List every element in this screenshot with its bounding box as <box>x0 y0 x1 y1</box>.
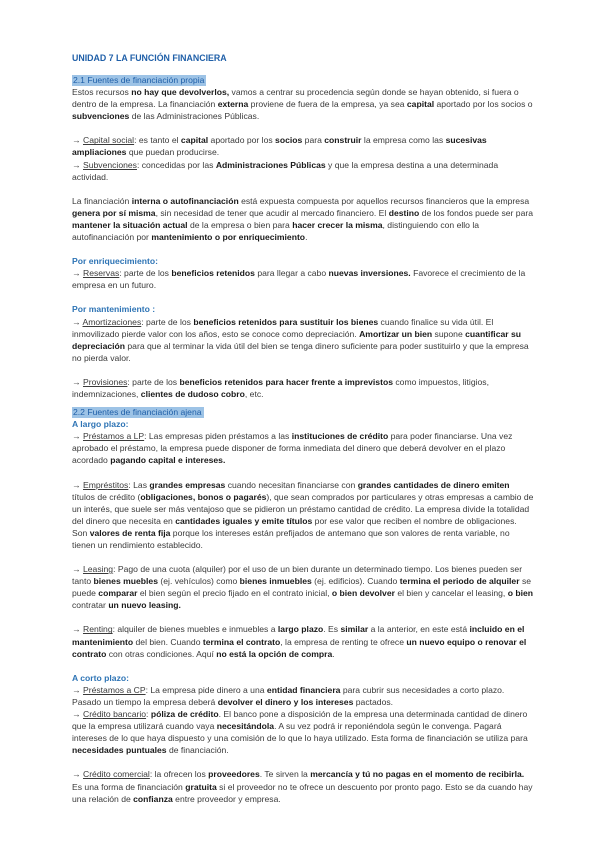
text-run: , distinguiendo con ello la autofinanciación por <box>72 219 480 243</box>
text-run: → <box>72 479 83 490</box>
list-item-credito-bancario <box>72 708 534 756</box>
paragraph <box>72 195 534 243</box>
text-run: : concedidas por las <box>136 159 216 170</box>
bold-text: valores de renta fija <box>89 527 171 538</box>
bold-text: gratuita <box>185 781 217 792</box>
text-run: → <box>72 769 83 780</box>
document-title: UNIDAD 7 LA FUNCIÓN FINANCIERA <box>72 53 227 63</box>
underlined-term: Crédito bancario <box>82 709 147 720</box>
text-run: entre proveedor y empresa. <box>172 793 281 804</box>
text-run: para poder financiarse. Una vez aprobado el préstamo, la empresa puede disponer de forma inmediata del dinero que deberá devolver en el plazo acordado <box>72 431 513 466</box>
text-run: : es tanto el <box>134 135 181 146</box>
bold-text: beneficios retenidos para sustituir los bienes <box>193 316 379 327</box>
text-run: supone <box>432 328 466 339</box>
bold-text: comparar <box>98 588 138 599</box>
list-item-amortizaciones <box>72 316 534 364</box>
text-run: para llegar a cabo <box>254 268 329 279</box>
underlined-term: Subvenciones <box>82 159 137 170</box>
text-run: : Las empresas piden préstamos a las <box>144 431 292 442</box>
text-run: Es una forma de financiación <box>72 781 186 792</box>
bold-text: necesitándola <box>216 721 275 732</box>
bold-text: confianza <box>133 793 173 804</box>
subheading-corto-plazo: A corto plazo: <box>72 672 129 683</box>
text-run: para <box>302 135 325 146</box>
bold-text: beneficios retenidos <box>171 268 255 279</box>
text-run: . A su vez podrá ir reponiéndola según le convenga. Pagará intereses de lo que haya dispuesto y una comisión de lo que lo haya utilizado. Esta forma de financiación se utiliza para <box>72 721 528 744</box>
text-run: . Te sirven la <box>259 769 311 780</box>
text-run: (ej. vehículos) como <box>158 576 240 587</box>
text-run: . <box>305 232 308 243</box>
list-item-leasing <box>72 563 534 611</box>
text-run: : parte de los <box>127 376 180 387</box>
bold-text: sucesivas ampliaciones <box>72 135 487 158</box>
bold-text: mercancía y tú no pagas en el momento de recibirla. <box>310 769 525 780</box>
bold-text: o bien devolver <box>331 588 395 599</box>
bold-text: proveedores <box>208 769 260 780</box>
bold-text: obligaciones, bonos o pagarés <box>140 491 267 502</box>
underlined-term: Préstamos a CP <box>82 684 146 695</box>
underlined-term: Provisiones <box>82 376 128 387</box>
bold-text: Administraciones Públicas <box>215 159 326 170</box>
text-run: contratar <box>72 600 109 611</box>
bold-text: mantenimiento o por enriquecimiento <box>151 232 306 243</box>
bold-text: póliza de crédito <box>150 709 219 720</box>
bold-text: subvenciones <box>72 111 130 122</box>
underlined-term: Amortizaciones <box>82 316 142 327</box>
underlined-term: Reservas <box>82 268 120 279</box>
list-item-provisiones <box>72 376 534 400</box>
text-run: . <box>332 648 335 659</box>
underlined-term: Renting <box>82 624 113 635</box>
text-run: : parte de los <box>141 316 194 327</box>
text-run: está expuesta compuesta por aquellos recursos financieros que la empresa <box>238 195 530 206</box>
section-fuentes-propia <box>72 74 534 400</box>
text-run: pactados. <box>353 696 394 707</box>
text-run: → <box>72 624 83 635</box>
bold-text: clientes de dudoso cobro <box>140 388 245 399</box>
text-run: de las Administraciones Públicas. <box>129 111 260 122</box>
text-run: vamos a centrar su procedencia según donde se hayan obtenido, si fuera o dentro de la empresa. La financiación <box>72 87 519 110</box>
text-run: . Es <box>323 624 341 635</box>
text-run: , sin necesidad de tener que acudir al mercado financiero. El <box>155 207 389 218</box>
text-run: y que la empresa destina a una determinada actividad. <box>72 159 499 182</box>
bold-text: instituciones de crédito <box>291 431 389 442</box>
text-run: → <box>72 564 83 575</box>
bold-text: cantidades iguales y emite títulos <box>175 515 313 526</box>
list-item-prestamos-cp <box>72 684 534 708</box>
bold-text: bienes muebles <box>93 576 158 587</box>
underlined-term: Crédito comercial <box>82 769 150 780</box>
text-run: del bien. Cuando <box>133 636 203 647</box>
list-item-emprestitos <box>72 479 534 552</box>
bold-text: grandes empresas <box>149 479 226 490</box>
bold-text: devolver el dinero y los intereses <box>217 696 354 707</box>
text-run: el bien según el precio fijado en el contrato inicial, <box>137 588 332 599</box>
text-run: → <box>72 376 83 387</box>
text-run: → <box>72 135 83 146</box>
text-run: (ej. edificios). Cuando <box>311 576 400 587</box>
text-run: de financiación. <box>166 745 229 756</box>
text-run: ), que sean comprados por particulares y otras empresas a cambio de un interés, que suele ser más ventajoso que se pidieron un préstamo cantidad de crédito. La empresa divide la totalidad del dinero que necesita en <box>72 491 534 526</box>
text-run: → <box>72 709 83 720</box>
text-run: a la anterior, en este está <box>368 624 470 635</box>
bold-text: capital <box>180 135 209 146</box>
text-run: → <box>72 316 83 327</box>
text-run: que puedan producirse. <box>126 147 220 158</box>
text-run: Estos recursos <box>72 87 132 98</box>
underlined-term: Capital social <box>82 135 135 146</box>
text-run: Favorece el crecimiento de la empresa en un futuro. <box>72 268 526 291</box>
text-run: títulos de crédito ( <box>72 491 141 502</box>
underlined-term: Leasing <box>82 564 114 575</box>
text-run: . El banco pone a disposición de la empresa una determinada cantidad de dinero que la empresa utilizará cuando vaya <box>72 709 528 732</box>
text-run: de los fondos puede ser para <box>419 207 533 218</box>
bold-text: largo plazo <box>277 624 324 635</box>
text-run: con otras condiciones. Aquí <box>106 648 217 659</box>
bold-text: necesidades puntuales <box>72 745 167 756</box>
bold-text: externa <box>217 99 249 110</box>
text-run: si el proveedor no te ofrece un descuento por pronto pago. Esto se da cuando hay una relación de <box>72 781 533 804</box>
bold-text: socios <box>275 135 303 146</box>
text-run: de la empresa o bien para <box>187 219 293 230</box>
text-run: : La empresa pide dinero a una <box>145 684 267 695</box>
text-run: porque los intereses están prefijados de antemano que son valores de renta variable, no tienen un rendimiento establecido. <box>72 527 510 550</box>
bold-text: bienes inmuebles <box>239 576 312 587</box>
text-run: la empresa como las <box>361 135 446 146</box>
text-run: → <box>72 268 83 279</box>
bold-text: capital <box>406 99 435 110</box>
bold-text: cuantificar su depreciación <box>72 328 522 351</box>
bold-text: no hay que devolverlos, <box>131 87 230 98</box>
text-run: La financiación <box>72 195 132 206</box>
text-run: cuando finalice su vida útil. El inmovilizado pierde valor con los años, esto se conoce como depreciación. <box>72 316 494 339</box>
bold-text: entidad financiera <box>266 684 341 695</box>
bold-text: beneficios retenidos para hacer frente a imprevistos <box>179 376 393 387</box>
text-run: para cubrir sus necesidades a corto plazo. Pasado un tiempo la empresa deberá <box>72 684 505 707</box>
list-item-subvenciones <box>72 159 534 183</box>
text-run: : la ofrecen los <box>149 769 209 780</box>
text-run: como impuestos, litigios, indemnizaciones, <box>72 376 489 399</box>
section-heading: 2.2 Fuentes de financiación ajena <box>73 407 202 418</box>
text-run: → <box>72 684 83 695</box>
list-item-reservas <box>72 267 534 291</box>
bold-text: mantener la situación actual <box>72 219 188 230</box>
text-run: el bien y cancelar el leasing, <box>394 588 508 599</box>
text-run: : alquiler de bienes muebles e inmuebles a <box>112 624 278 635</box>
text-run: aportado por los socios o <box>434 99 533 110</box>
section-fuentes-ajena <box>72 406 534 805</box>
bold-text: genera por sí misma <box>72 207 156 218</box>
text-run: , la empresa de renting te ofrece <box>280 636 407 647</box>
section-heading: 2.1 Fuentes de financiación propia <box>73 75 205 85</box>
bold-text: similar <box>340 624 369 635</box>
underlined-term: Préstamos a LP <box>82 431 145 442</box>
bold-text: termina el periodo de alquiler <box>399 576 520 587</box>
bold-text: incluido en el mantenimiento <box>72 624 525 647</box>
text-run: , etc. <box>244 388 264 399</box>
text-run: : Pago de una cuota (alquiler) por el uso de un bien durante un determinado tiempo. Los bienes pueden ser tanto <box>72 564 523 587</box>
text-run: proviene de fuera de la empresa, ya sea <box>248 99 407 110</box>
text-run: por ese valor que reciben el nombre de obligaciones. Son <box>72 515 517 538</box>
list-item-capital-social <box>72 134 534 158</box>
bold-text: nuevas inversiones. <box>328 268 411 279</box>
subheading-mantenimiento: Por mantenimiento : <box>72 304 156 315</box>
text-run: → <box>72 159 83 170</box>
bold-text: no está la opción de compra <box>216 648 333 659</box>
text-run: para que al terminar la vida útil del bien se tenga dinero suficiente para poder sustituirlo y que la empresa no pierda valor. <box>72 340 529 363</box>
bold-text: interna o autofinanciación <box>131 195 239 206</box>
subheading-largo-plazo: A largo plazo: <box>72 419 129 430</box>
list-item-prestamos-lp <box>72 430 534 466</box>
bold-text: pagando capital e intereses. <box>110 455 226 466</box>
subheading-enriquecimiento: Por enriquecimiento: <box>72 256 158 267</box>
bold-text: o bien <box>507 588 534 599</box>
bold-text: un nuevo equipo o renovar el contrato <box>72 636 527 659</box>
list-item-credito-comercial <box>72 768 534 804</box>
list-item-renting <box>72 623 534 659</box>
bold-text: Amortizar un bien <box>359 328 433 339</box>
document-page <box>72 52 534 805</box>
paragraph <box>72 86 534 122</box>
text-run: cuando necesitan financiarse con <box>225 479 358 490</box>
text-run: : Las <box>128 479 150 490</box>
text-run: aportado por los <box>208 135 276 146</box>
bold-text: construir <box>324 135 362 146</box>
bold-text: termina el contrato <box>202 636 281 647</box>
underlined-term: Empréstitos <box>82 479 129 490</box>
bold-text: un nuevo leasing. <box>108 600 181 611</box>
text-run: : parte de los <box>119 268 172 279</box>
text-run: se puede <box>72 576 532 599</box>
bold-text: hacer crecer la misma <box>292 219 383 230</box>
text-run: → <box>72 431 83 442</box>
text-run: : <box>146 709 151 720</box>
bold-text: grandes cantidades de dinero emiten <box>357 479 510 490</box>
bold-text: destino <box>388 207 420 218</box>
